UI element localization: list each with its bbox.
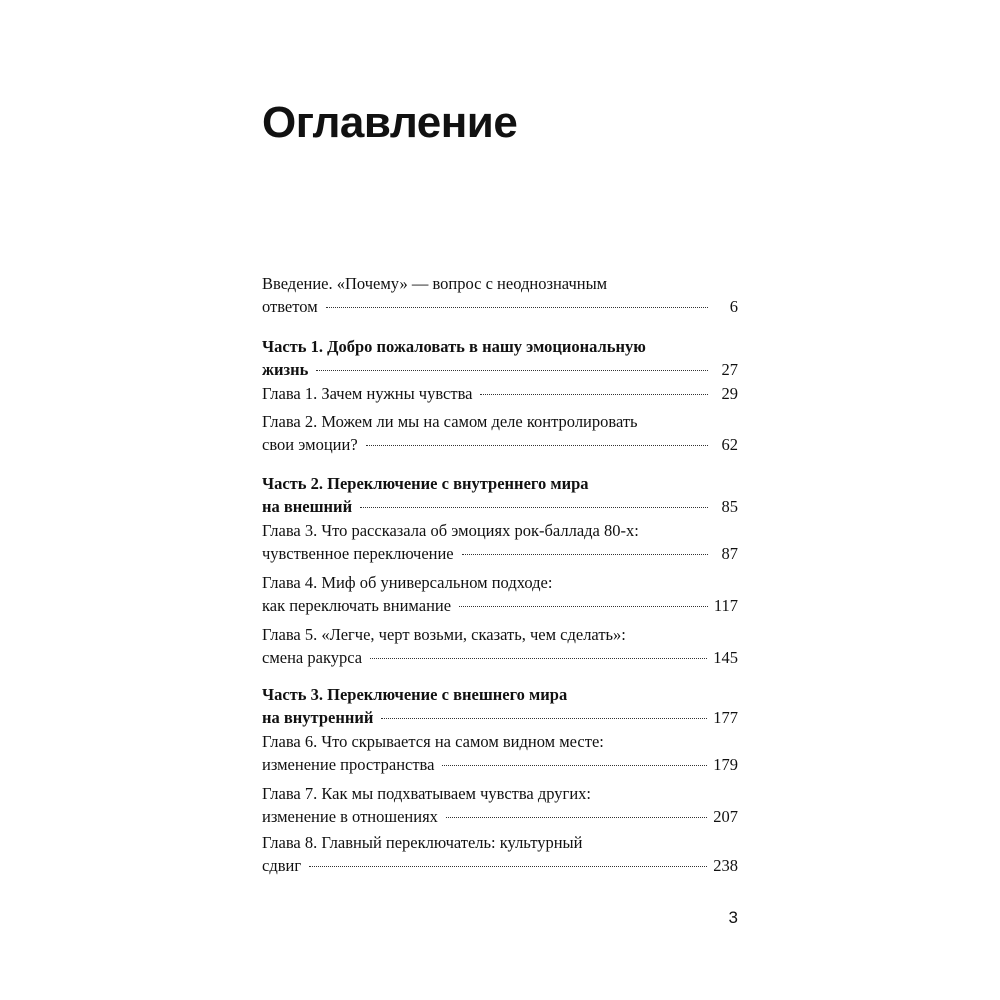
- page-title: Оглавление: [262, 98, 518, 147]
- toc-entry-text: Часть 1. Добро пожаловать в нашу эмоциональную: [262, 337, 646, 356]
- dot-leader: [462, 554, 708, 555]
- toc-page-number: 87: [721, 544, 738, 563]
- toc-entry-text: изменение пространства: [262, 755, 435, 774]
- dot-leader: [366, 445, 708, 446]
- toc-entry-text: Часть 3. Переключение с внешнего мира: [262, 685, 568, 704]
- toc-entry-part-1: [262, 335, 738, 381]
- toc-page-number: 145: [713, 648, 738, 667]
- toc-entry-text: свои эмоции?: [262, 435, 358, 454]
- toc-entry-intro: [262, 272, 738, 318]
- toc-entry-text: Глава 6. Что скрывается на самом видном месте:: [262, 732, 604, 751]
- toc-entry-chapter-3: [262, 519, 738, 565]
- toc-entry-text: Глава 5. «Легче, черт возьми, сказать, чем сделать»:: [262, 625, 626, 644]
- dot-leader: [316, 370, 708, 371]
- toc-entry-text: сдвиг: [262, 856, 302, 875]
- dot-leader: [309, 866, 707, 867]
- toc-page-number: 62: [721, 435, 738, 454]
- toc-page-number: 179: [713, 755, 738, 774]
- toc-entry-text: чувственное переключение: [262, 544, 454, 563]
- toc-entry-text: как переключать внимание: [262, 596, 452, 615]
- toc-entry-text: Глава 3. Что рассказала об эмоциях рок-баллада 80-х:: [262, 521, 639, 540]
- toc-page-number: 27: [721, 360, 738, 379]
- toc-entry-chapter-4: [262, 571, 738, 617]
- toc-entry-chapter-7: [262, 782, 738, 828]
- dot-leader: [381, 718, 707, 719]
- toc-page-number: 29: [721, 384, 738, 403]
- toc-page-number: 207: [713, 807, 738, 826]
- dot-leader: [370, 658, 707, 659]
- dot-leader: [446, 817, 707, 818]
- toc-entry-text: жизнь: [262, 360, 309, 379]
- dot-leader: [480, 394, 708, 395]
- toc-page-number: 238: [713, 856, 738, 875]
- toc-entry-part-3: [262, 683, 738, 729]
- toc-page-number: 6: [729, 297, 738, 316]
- toc-entry-text: на внутренний: [262, 708, 374, 727]
- toc-entry-text: Глава 7. Как мы подхватываем чувства других:: [262, 784, 591, 803]
- page-number: 3: [728, 908, 738, 927]
- toc-entry-text: изменение в отношениях: [262, 807, 438, 826]
- toc-entry-text: Глава 2. Можем ли мы на самом деле контролировать: [262, 412, 638, 431]
- toc-entry-text: Глава 4. Миф об универсальном подходе:: [262, 573, 553, 592]
- dot-leader: [326, 307, 708, 308]
- toc-entry-text: Глава 8. Главный переключатель: культурный: [262, 833, 583, 852]
- toc-entry-chapter-5: [262, 623, 738, 669]
- toc-page-number: 177: [713, 708, 738, 727]
- dot-leader: [459, 606, 708, 607]
- toc-entry-chapter-1: [262, 382, 738, 405]
- toc-entry-chapter-8: [262, 831, 738, 877]
- toc-page-number: 85: [721, 497, 738, 516]
- toc-entry-chapter-6: [262, 730, 738, 776]
- toc-entry-text: Часть 2. Переключение с внутреннего мира: [262, 474, 589, 493]
- dot-leader: [442, 765, 707, 766]
- toc-entry-text: смена ракурса: [262, 648, 363, 667]
- toc-page-number: 117: [713, 596, 738, 615]
- toc-entry-text: на внешний: [262, 497, 353, 516]
- dot-leader: [360, 507, 708, 508]
- toc-entry-text: ответом: [262, 297, 318, 316]
- toc-entry-text: Глава 1. Зачем нужны чувства: [262, 384, 473, 403]
- toc-entry-text: Введение. «Почему» — вопрос с неоднозначным: [262, 274, 608, 293]
- toc-entry-chapter-2: [262, 410, 738, 456]
- toc-entry-part-2: [262, 472, 738, 518]
